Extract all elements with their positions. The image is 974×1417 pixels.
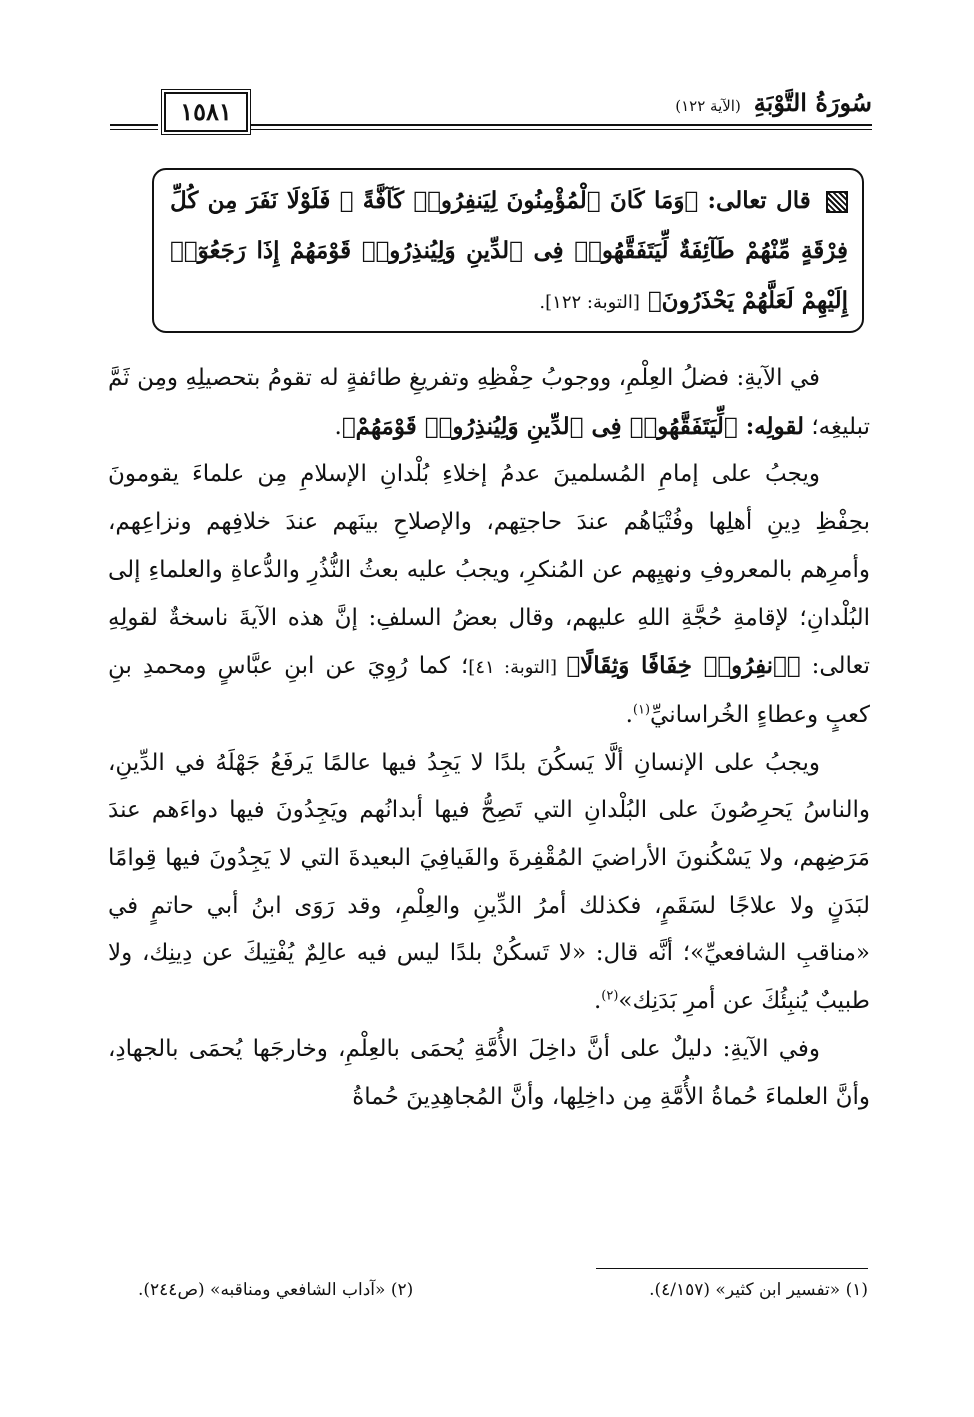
header-rule: [250, 124, 872, 130]
running-title: [669, 88, 872, 117]
quran-verse: ﴿وَمَا كَانَ ٱلْمُؤْمِنُونَ لِيَنفِرُوا۟ كَآفَّةً ۚ فَلَوْلَا نَفَرَ مِن كُلِّ فِرْقَةٍ مِّنْهُمْ طَآئِفَةٌ لِّيَتَفَقَّهُوا۟ فِى ٱلدِّينِ وَلِيُنذِرُوا۟ قَوْمَهُمْ إِذَا رَجَعُوٓا۟ إِلَيْهِمْ لَعَلَّهُمْ يَحْذَرُونَ﴾: [170, 187, 848, 314]
ornament-icon: [826, 191, 848, 213]
paragraph-2: [108, 451, 870, 739]
footnote-2: (٢) «آداب الشافعي ومناقبه» (ص٢٤٤).: [138, 1280, 414, 1300]
sura-title: سُورَةُ التَّوْبَةِ: [753, 88, 872, 117]
p1-text: في الآيةِ: فضلُ العِلْمِ، ووجوبُ حِفْظِهِ وتفريغِ طائفةٍ له تقومُ بتحصيلِهِ ومِن ثَمَّ تبليغِه؛: [108, 365, 870, 440]
verse-intro: قال تعالى:: [707, 187, 811, 214]
p2-text: ويجبُ على إمامِ المُسلمينَ عدمُ إخلاءِ بُلْدانِ الإسلامِ مِن علماءَ يقومونَ بحِفْظِ دِينِ أهلِها وفُتْيَاهُم عندَ حاجتِهم، والإصلاحِ بينَهم عندَ خلافِهم ونزاعِهم، وأمرِهم بالمعروفِ ونهيِهم عن المُنكرِ، ويجبُ عليه بعثُ النُّذُرِ والدُّعاةِ والعلماءِ إلى البُلْدانِ؛ لإقامةِ حُجَّةِ اللهِ عليهم، وقال بعضُ السلفِ: إنَّ هذه الآيةَ ناسخةٌ لقولِهِ تعالى:: [108, 461, 871, 680]
p2-quran: ﴿ٱنفِرُوا۟ خِفَافًا وَثِقَالًا﴾: [566, 652, 801, 680]
verse-reference: [التوبة: ١٢٢].: [539, 292, 640, 313]
footnote-marker-2: (٢): [601, 988, 619, 1004]
p2-end: ؛ كما رُوِيَ عن ابنِ عبَّاسٍ ومحمدِ بنِ كعبٍ وعطاءٍ الخُراسانيِّ: [108, 653, 870, 728]
verse-box: [152, 168, 864, 333]
header-rule-left: [110, 124, 158, 130]
page-header: [110, 88, 872, 138]
paragraph-3: [108, 740, 870, 1026]
p3-text: ويجبُ على الإنسانِ ألَّا يَسكُنَ بلدًا لا يَجِدُ فيها عالمًا يَرفَعُ جَهْلَهُ في الدِّينِ، والناسُ يَحرِصُونَ على البُلْدانِ التي تَصِحُّ فيها أبدانُهم ويَجِدُونَ فيها دواءَهم عندَ مَرَضِهم، ولا يَسْكُنونَ الأراضيَ المُقْفِرةَ والفَيافِيَ البعيدةَ التي لا يَجِدُونَ فيها قِوامًا لبَدَنٍ ولا علاجًا لسَقَمٍ، فكذلك أمرُ الدِّينِ والعِلْمِ، وقد رَوَى ابنُ أبي حاتمٍ في «مناقبِ الشافعيِّ»؛ أنَّه قال: «لا تَسكُنْ بلدًا ليس فيه عالِمٌ يُفْتِيكَ عن دِينِك، ولا طبيبٌ يُنبِئُكَ عن أمرِ بَدَنِك»: [108, 749, 870, 1015]
footnote-divider: [596, 1268, 868, 1269]
paragraph-1: [108, 355, 870, 451]
footnotes: [108, 1280, 868, 1310]
p2-reference: [التوبة: ٤١]: [468, 657, 567, 679]
p2-close: .: [625, 701, 633, 728]
p4-text: وفي الآيةِ: دليلٌ على أنَّ داخِلَ الأُمَّةِ يُحمَى بالعِلْمِ، وخارجَها يُحمَى بالجهادِ، وأنَّ العلماءَ حُماةُ الأُمَّةِ مِن داخِلِها، وأنَّ المُجاهِدِينَ حُماةُ: [108, 1035, 870, 1110]
footnote-1: (١) «تفسير ابن كثير» (٤/١٥٧).: [649, 1280, 868, 1300]
p1-bold: لقولِه:: [745, 412, 805, 440]
p3-close: .: [593, 988, 602, 1015]
p1-quran: ﴿لِّيَتَفَقَّهُوا۟ فِى ٱلدِّينِ وَلِيُنذِرُوا۟ قَوْمَهُمْ﴾: [341, 412, 746, 440]
page-number: ١٥٨١: [164, 92, 248, 132]
main-text: [108, 355, 870, 1121]
footnote-marker-1: (١): [632, 702, 651, 718]
aya-label: (الآية ١٢٢): [675, 97, 741, 115]
p1-end: .: [334, 413, 342, 440]
paragraph-4: [108, 1026, 870, 1121]
